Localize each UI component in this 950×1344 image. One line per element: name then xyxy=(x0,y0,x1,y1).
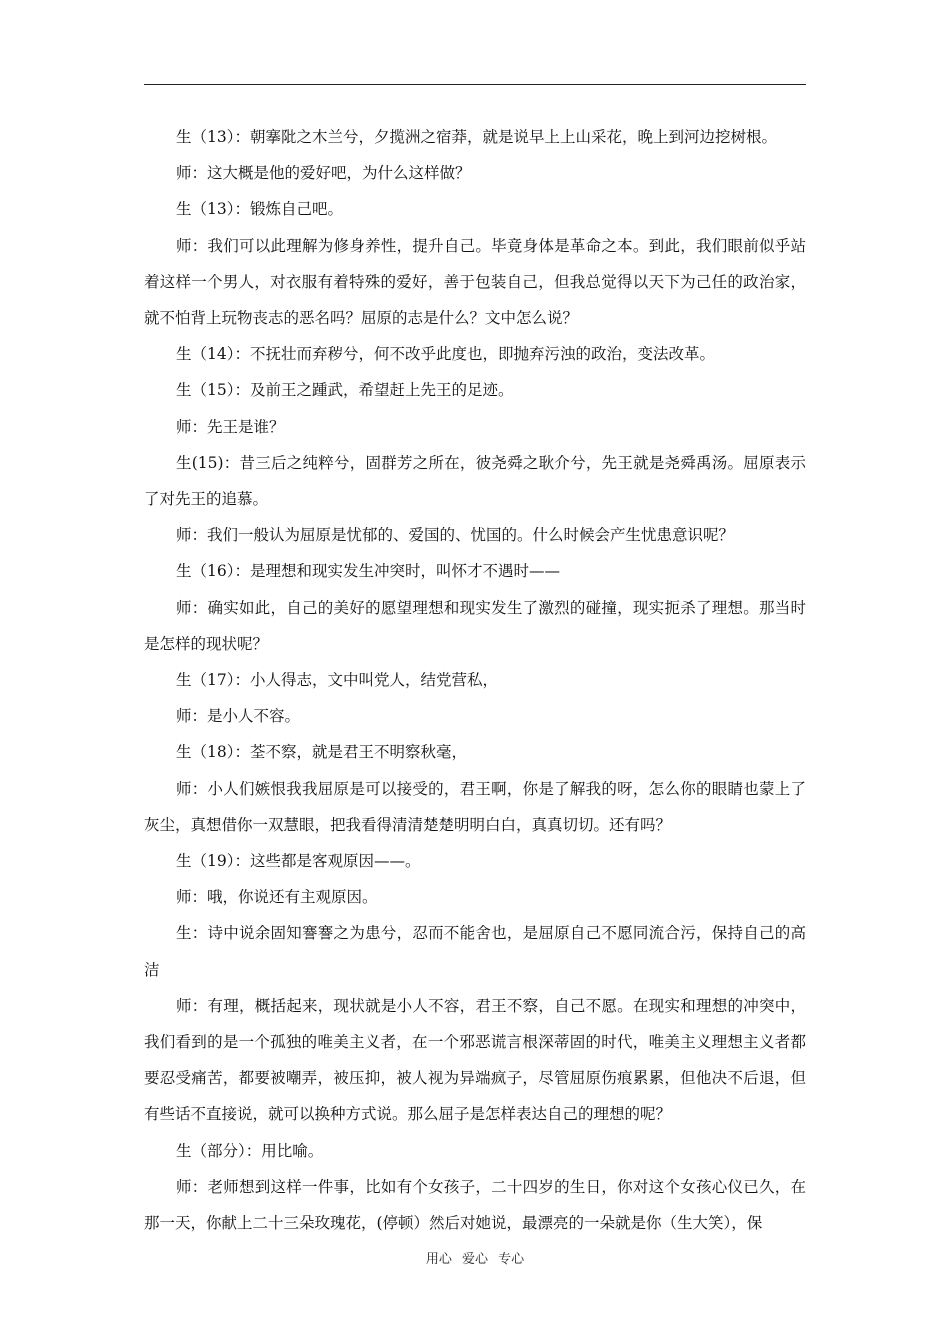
paragraph: 师：是小人不容。 xyxy=(176,707,301,726)
paragraph: 师：有理，概括起来，现状就是小人不容，君王不察，自己不愿。在现实和理想的冲突中，我们看到的是一个孤独的唯美主义者，在一个邪恶谎言根深蒂固的时代，唯美主义理想主义者都要忍受痛苦，都要被嘲弄，被压抑，被人视为异端疯子，尽管屈原伤痕累累，但他决不后退，但有些话不直接说，就可以换种方式说。那么屈子是怎样表达自己的理想的呢？ xyxy=(144,996,806,1124)
paragraph: 师：这大概是他的爱好吧，为什么这样做？ xyxy=(176,164,471,183)
paragraph: 师：我们可以此理解为修身养性，提升自己。毕竟身体是革命之本。到此，我们眼前似乎站着这样一个男人，对衣服有着特殊的爱好，善于包装自己，但我总觉得以天下为己任的政治家，就不怕背上玩物丧志的恶名吗？屈原的志是什么？文中怎么说？ xyxy=(144,236,806,328)
paragraph: 生（13）：朝搴阰之木兰兮，夕揽洲之宿莽，就是说早上上山采花，晚上到河边挖树根。 xyxy=(176,128,777,146)
paragraph: 师：小人们嫉恨我我屈原是可以接受的，君王啊，你是了解我的呀，怎么你的眼睛也蒙上了灰尘，真想借你一双慧眼，把我看得清清楚楚明明白白，真真切切。还有吗？ xyxy=(144,779,806,834)
paragraph: 生（部分）：用比喻。 xyxy=(176,1141,324,1160)
paragraph: 生（16）：是理想和现实发生冲突时，叫怀才不遇时—— xyxy=(176,562,560,581)
paragraph: 生（18）：荃不察，就是君王不明察秋毫， xyxy=(176,743,467,762)
paragraph: 生（13）：锻炼自己吧。 xyxy=(176,200,343,219)
paragraph: 生(15)：昔三后之纯粹兮，固群芳之所在，彼尧舜之耿介兮，先王就是尧舜禹汤。屈原表示了对先王的追慕。 xyxy=(144,453,806,509)
paragraph: 师：老师想到这样一件事，比如有个女孩子，二十四岁的生日，你对这个女孩心仪已久，在那一天，你献上二十三朵玫瑰花，(停顿）然后对她说，最漂亮的一朵就是你（生大笑），保 xyxy=(144,1177,806,1233)
document-body xyxy=(144,119,806,1241)
paragraph: 生（15）：及前王之踵武，希望赶上先王的足迹。 xyxy=(176,381,514,400)
paragraph: 师：我们一般认为屈原是忧郁的、爱国的、忧国的。什么时候会产生忧患意识呢？ xyxy=(176,526,735,545)
paragraph: 师：先王是谁？ xyxy=(176,417,285,436)
page-footer: 用心 爱心 专心 xyxy=(425,1252,525,1267)
paragraph: 师：确实如此，自己的美好的愿望理想和现实发生了激烈的碰撞，现实扼杀了理想。那当时是怎样的现状呢？ xyxy=(144,598,806,653)
paragraph: 生（17）：小人得志，文中叫党人，结党营私， xyxy=(176,671,498,690)
paragraph: 师：哦，你说还有主观原因。 xyxy=(176,888,378,907)
paragraph: 生（14）：不抚壮而弃秽兮，何不改乎此度也，即抛弃污浊的政治，变法改革。 xyxy=(176,345,715,364)
paragraph: 生：诗中说余固知謇謇之为患兮，忍而不能舍也，是屈原自己不愿同流合污，保持自己的高洁 xyxy=(144,924,806,979)
paragraph: 生（19）：这些都是客观原因——。 xyxy=(176,852,421,871)
header-rule xyxy=(144,84,806,85)
